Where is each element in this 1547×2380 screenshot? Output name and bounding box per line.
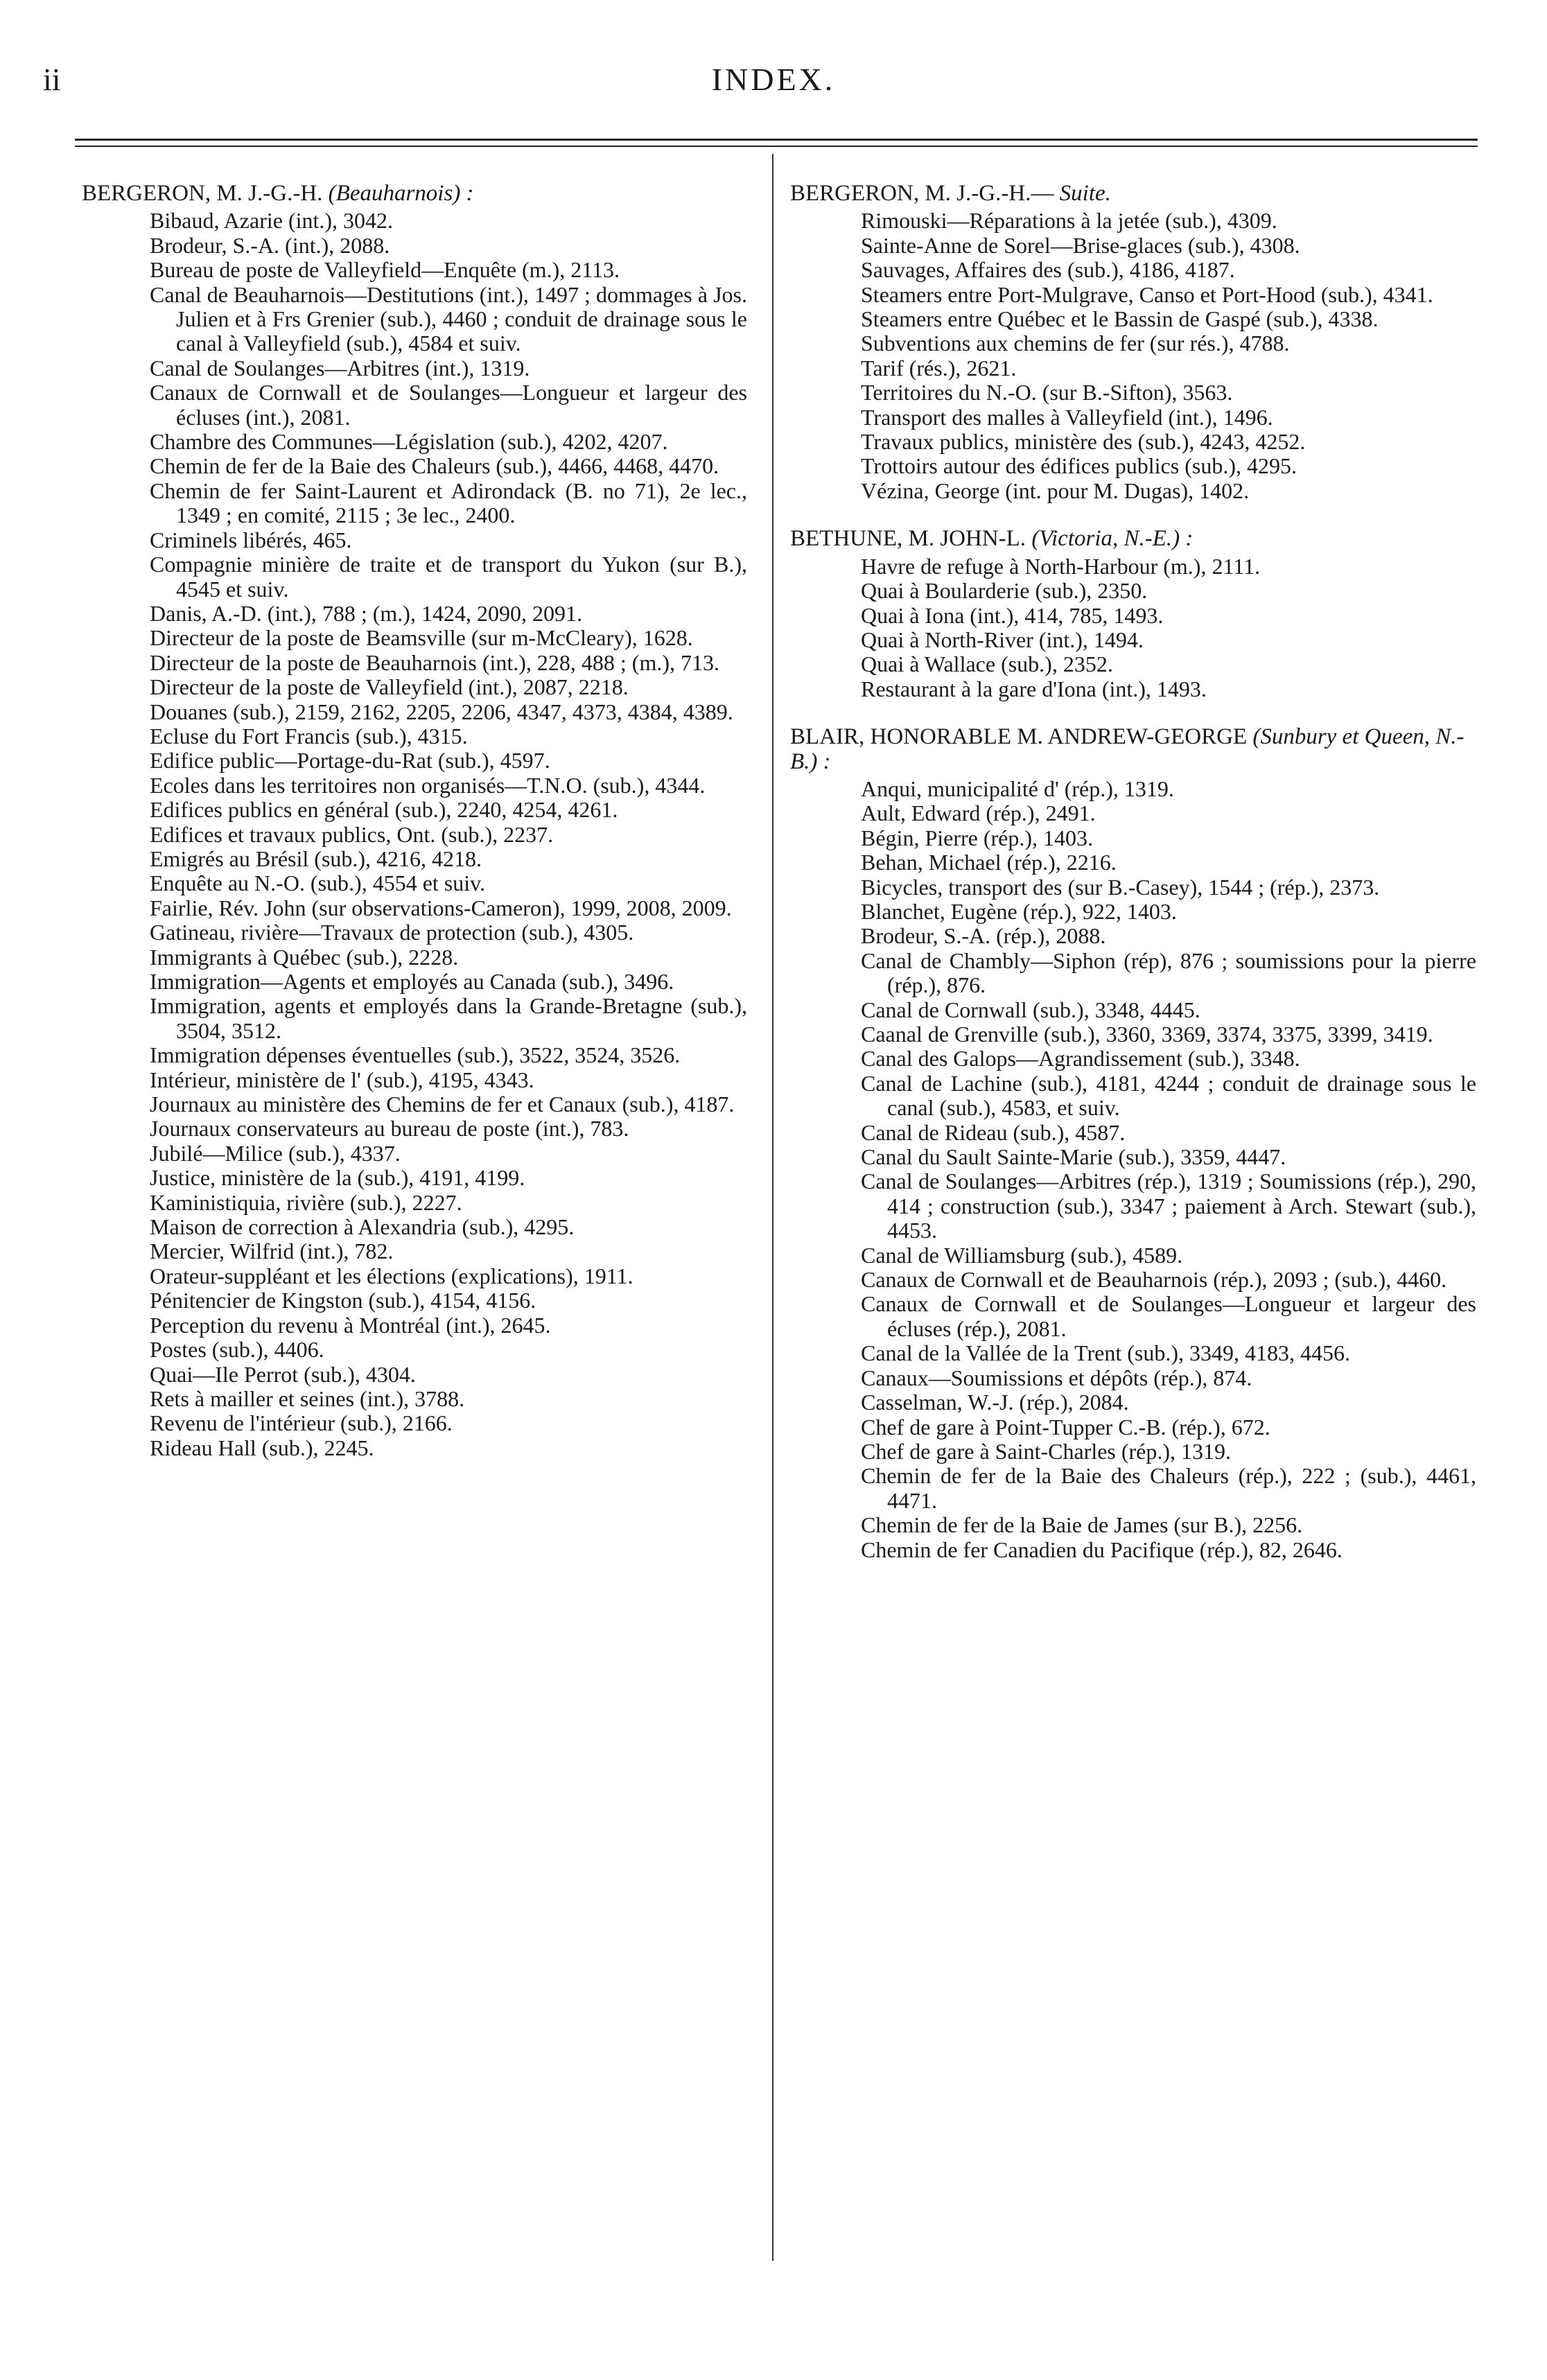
index-entry: Bégin, Pierre (rép.), 1403. [861, 825, 1094, 850]
index-entry: Directeur de la poste de Beamsville (sur m-McCleary), 1628. [150, 625, 693, 651]
index-entry: Steamers entre Québec et le Bassin de Gaspé (sub.), 4338. [861, 306, 1379, 332]
index-entry: Brodeur, S.-A. (rép.), 2088. [861, 923, 1106, 949]
index-entry: Douanes (sub.), 2159, 2162, 2205, 2206, 4347, 4373, 4384, 4389. [150, 699, 733, 724]
index-entry: Ault, Edward (rép.), 2491. [861, 800, 1096, 826]
entry-list [82, 209, 747, 1460]
constituency: Suite. [1054, 181, 1111, 206]
constituency: (Victoria, N.-E.) : [1026, 526, 1194, 552]
index-entry: Caanal de Grenville (sub.), 3360, 3369, 3374, 3375, 3399, 3419. [861, 1022, 1433, 1047]
entry-list [790, 554, 1476, 701]
index-entry: Mercier, Wilfrid (int.), 782. [150, 1239, 394, 1264]
index-entry: Ecoles dans les territoires non organisés—T.N.O. (sub.), 4344. [150, 772, 706, 798]
index-entry: Rideau Hall (sub.), 2245. [150, 1435, 374, 1460]
index-entry: Bureau de poste de Valleyfield—Enquête (m.), 2113. [150, 257, 620, 283]
index-entry: Canal de Williamsburg (sub.), 4589. [861, 1242, 1183, 1268]
member-name: BLAIR, HONORABLE M. ANDREW-GEORGE [790, 724, 1248, 750]
index-entry: Canal de Beauharnois—Destitutions (int.), 1497 ; dommages à Jos. Julien et à Frs Grenier (sub.), 4460 ; conduit de drainage sous le canal à Valleyfield (sub.), 4584 et suiv. [150, 281, 747, 356]
index-entry: Chambre des Communes—Législation (sub.), 4202, 4207. [150, 429, 668, 455]
index-entry: Canal de Chambly—Siphon (rép), 876 ; soumissions pour la pierre (rép.), 876. [861, 947, 1476, 998]
index-entry: Bicycles, transport des (sur B.-Casey), 1544 ; (rép.), 2373. [861, 874, 1380, 900]
section-heading [790, 182, 1476, 206]
index-entry: Directeur de la poste de Valleyfield (int.), 2087, 2218. [150, 674, 629, 700]
index-entry: Maison de correction à Alexandria (sub.), 4295. [150, 1214, 575, 1240]
index-entry: Directeur de la poste de Beauharnois (int.), 228, 488 ; (m.), 713. [150, 649, 719, 675]
index-entry: Danis, A.-D. (int.), 788 ; (m.), 1424, 2090, 2091. [150, 600, 582, 626]
entry-list [790, 209, 1476, 503]
index-section [790, 725, 1476, 1562]
index-entry: Chemin de fer Saint-Laurent et Adirondack (B. no 71), 2e lec., 1349 ; en comité, 2115 ; 3e lec., 2400. [150, 478, 747, 528]
index-entry: Havre de refuge à North-Harbour (m.), 2111. [861, 553, 1261, 579]
header-rule [75, 139, 1478, 141]
constituency: (Beauharnois) : [322, 181, 474, 206]
index-entry: Perception du revenu à Montréal (int.), 2645. [150, 1312, 551, 1338]
index-entry: Casselman, W.-J. (rép.), 2084. [861, 1390, 1129, 1415]
index-entry: Revenu de l'intérieur (sub.), 2166. [150, 1410, 453, 1436]
index-entry: Blanchet, Eugène (rép.), 922, 1403. [861, 898, 1177, 924]
index-entry: Pénitencier de Kingston (sub.), 4154, 4156. [150, 1288, 536, 1313]
index-entry: Journaux conservateurs au bureau de poste (int.), 783. [150, 1116, 629, 1141]
index-entry: Vézina, George (int. pour M. Dugas), 1402. [861, 478, 1250, 503]
index-entry: Rets à mailler et seines (int.), 3788. [150, 1385, 465, 1411]
index-entry: Postes (sub.), 4406. [150, 1337, 324, 1363]
section-heading [82, 182, 747, 206]
right-column [790, 182, 1476, 1586]
index-entry: Subventions aux chemins de fer (sur rés.), 4788. [861, 331, 1290, 356]
index-entry: Chemin de fer de la Baie des Chaleurs (rép.), 222 ; (sub.), 4461, 4471. [861, 1463, 1476, 1513]
header-rule-thin [75, 146, 1478, 147]
index-entry: Transport des malles à Valleyfield (int.), 1496. [861, 404, 1273, 430]
index-entry: Sainte-Anne de Sorel—Brise-glaces (sub.), 4308. [861, 232, 1300, 258]
index-entry: Chemin de fer de la Baie de James (sur B.), 2256. [861, 1512, 1303, 1538]
index-entry: Edifices et travaux publics, Ont. (sub.), 2237. [150, 821, 554, 847]
index-entry: Brodeur, S.-A. (int.), 2088. [150, 232, 390, 258]
constituency: (Sunbury et Queen, N.-B.) : [790, 724, 1465, 774]
index-entry: Canaux de Cornwall et de Soulanges—Longueur et largeur des écluses (rép.), 2081. [861, 1291, 1476, 1341]
index-entry: Immigrants à Québec (sub.), 2228. [150, 944, 459, 970]
index-entry: Chef de gare à Point-Tupper C.-B. (rép.), 672. [861, 1414, 1270, 1440]
index-entry: Bibaud, Azarie (int.), 3042. [150, 208, 394, 234]
left-column [82, 182, 747, 1484]
index-entry: Orateur-suppléant et les élections (explications), 1911. [150, 1263, 633, 1288]
index-entry: Jubilé—Milice (sub.), 4337. [150, 1140, 401, 1166]
index-entry: Canal de Soulanges—Arbitres (int.), 1319. [150, 355, 530, 380]
index-entry: Canal de Cornwall (sub.), 3348, 4445. [861, 997, 1200, 1022]
member-name: BERGERON, M. J.-G.-H.— [790, 181, 1054, 206]
section-heading [790, 725, 1476, 774]
index-entry: Rimouski—Réparations à la jetée (sub.), 4309. [861, 208, 1277, 234]
index-entry: Canaux—Soumissions et dépôts (rép.), 874. [861, 1365, 1252, 1390]
index-entry: Chemin de fer Canadien du Pacifique (rép.), 82, 2646. [861, 1537, 1343, 1562]
index-entry: Behan, Michael (rép.), 2216. [861, 850, 1117, 875]
index-entry: Criminels libérés, 465. [150, 527, 352, 552]
index-entry: Justice, ministère de la (sub.), 4191, 4199. [150, 1165, 525, 1191]
index-entry: Gatineau, rivière—Travaux de protection (sub.), 4305. [150, 920, 634, 945]
index-entry: Immigration, agents et employés dans la Grande-Bretagne (sub.), 3504, 3512. [150, 993, 747, 1043]
index-entry: Enquête au N.-O. (sub.), 4554 et suiv. [150, 870, 486, 896]
index-section [82, 182, 747, 1460]
index-entry: Chemin de fer de la Baie des Chaleurs (sub.), 4466, 4468, 4470. [150, 453, 719, 479]
index-entry: Canal de la Vallée de la Trent (sub.), 3349, 4183, 4456. [861, 1340, 1350, 1366]
index-entry: Quai à North-River (int.), 1494. [861, 627, 1144, 652]
entry-list [790, 777, 1476, 1562]
index-section [790, 182, 1476, 503]
index-entry: Canal du Sault Sainte-Marie (sub.), 3359, 4447. [861, 1144, 1286, 1170]
index-entry: Fairlie, Rév. John (sur observations-Cameron), 1999, 2008, 2009. [150, 895, 732, 920]
index-entry: Ecluse du Fort Francis (sub.), 4315. [150, 723, 468, 749]
index-entry: Canaux de Cornwall et de Soulanges—Longueur et largeur des écluses (int.), 2081. [150, 380, 747, 430]
index-entry: Kaministiquia, rivière (sub.), 2227. [150, 1189, 462, 1215]
index-entry: Emigrés au Brésil (sub.), 4216, 4218. [150, 846, 482, 871]
index-entry: Tarif (rés.), 2621. [861, 355, 1017, 380]
index-entry: Canal de Soulanges—Arbitres (rép.), 1319 ; Soumissions (rép.), 290, 414 ; construction (sub.), 3347 ; paiement à Arch. Stewart (sub.), 4453. [861, 1169, 1476, 1243]
index-entry: Quai—Ile Perrot (sub.), 4304. [150, 1361, 416, 1387]
index-entry: Immigration—Agents et employés au Canada (sub.), 3496. [150, 969, 674, 994]
index-entry: Trottoirs autour des édifices publics (sub.), 4295. [861, 453, 1297, 479]
member-name: BERGERON, M. J.-G.-H. [82, 181, 323, 206]
page-number: ii [43, 62, 61, 97]
section-heading [790, 527, 1476, 551]
index-entry: Quai à Boularderie (sub.), 2350. [861, 578, 1148, 604]
index-entry: Quai à Wallace (sub.), 2352. [861, 651, 1113, 677]
index-entry: Journaux au ministère des Chemins de fer et Canaux (sub.), 4187. [150, 1092, 735, 1117]
index-entry: Quai à Iona (int.), 414, 785, 1493. [861, 602, 1164, 628]
index-section [790, 527, 1476, 701]
member-name: BETHUNE, M. JOHN-L. [790, 526, 1026, 552]
index-entry: Travaux publics, ministère des (sub.), 4243, 4252. [861, 429, 1306, 455]
index-entry: Edifice public—Portage-du-Rat (sub.), 4597. [150, 748, 550, 773]
index-entry: Canaux de Cornwall et de Beauharnois (rép.), 2093 ; (sub.), 4460. [861, 1267, 1447, 1293]
index-entry: Intérieur, ministère de l' (sub.), 4195, 4343. [150, 1067, 534, 1092]
index-entry: Edifices publics en général (sub.), 2240, 4254, 4261. [150, 797, 618, 823]
index-entry: Canal de Lachine (sub.), 4181, 4244 ; conduit de drainage sous le canal (sub.), 4583, et suiv. [861, 1070, 1476, 1121]
index-entry: Sauvages, Affaires des (sub.), 4186, 4187. [861, 257, 1235, 283]
index-entry: Steamers entre Port-Mulgrave, Canso et Port-Hood (sub.), 4341. [861, 281, 1433, 307]
index-entry: Chef de gare à Saint-Charles (rép.), 1319. [861, 1438, 1232, 1464]
index-entry: Immigration dépenses éventuelles (sub.), 3522, 3524, 3526. [150, 1042, 681, 1068]
index-entry: Canal de Rideau (sub.), 4587. [861, 1119, 1126, 1145]
index-entry: Restaurant à la gare d'Iona (int.), 1493. [861, 676, 1207, 701]
running-head: INDEX. [711, 62, 836, 97]
index-entry: Anqui, municipalité d' (rép.), 1319. [861, 776, 1174, 801]
column-separator [772, 154, 774, 2261]
index-entry: Territoires du N.-O. (sur B.-Sifton), 3563. [861, 380, 1233, 405]
index-entry: Canal des Galops—Agrandissement (sub.), 3348. [861, 1046, 1300, 1071]
index-entry: Compagnie minière de traite et de transport du Yukon (sur B.), 4545 et suiv. [150, 552, 747, 602]
